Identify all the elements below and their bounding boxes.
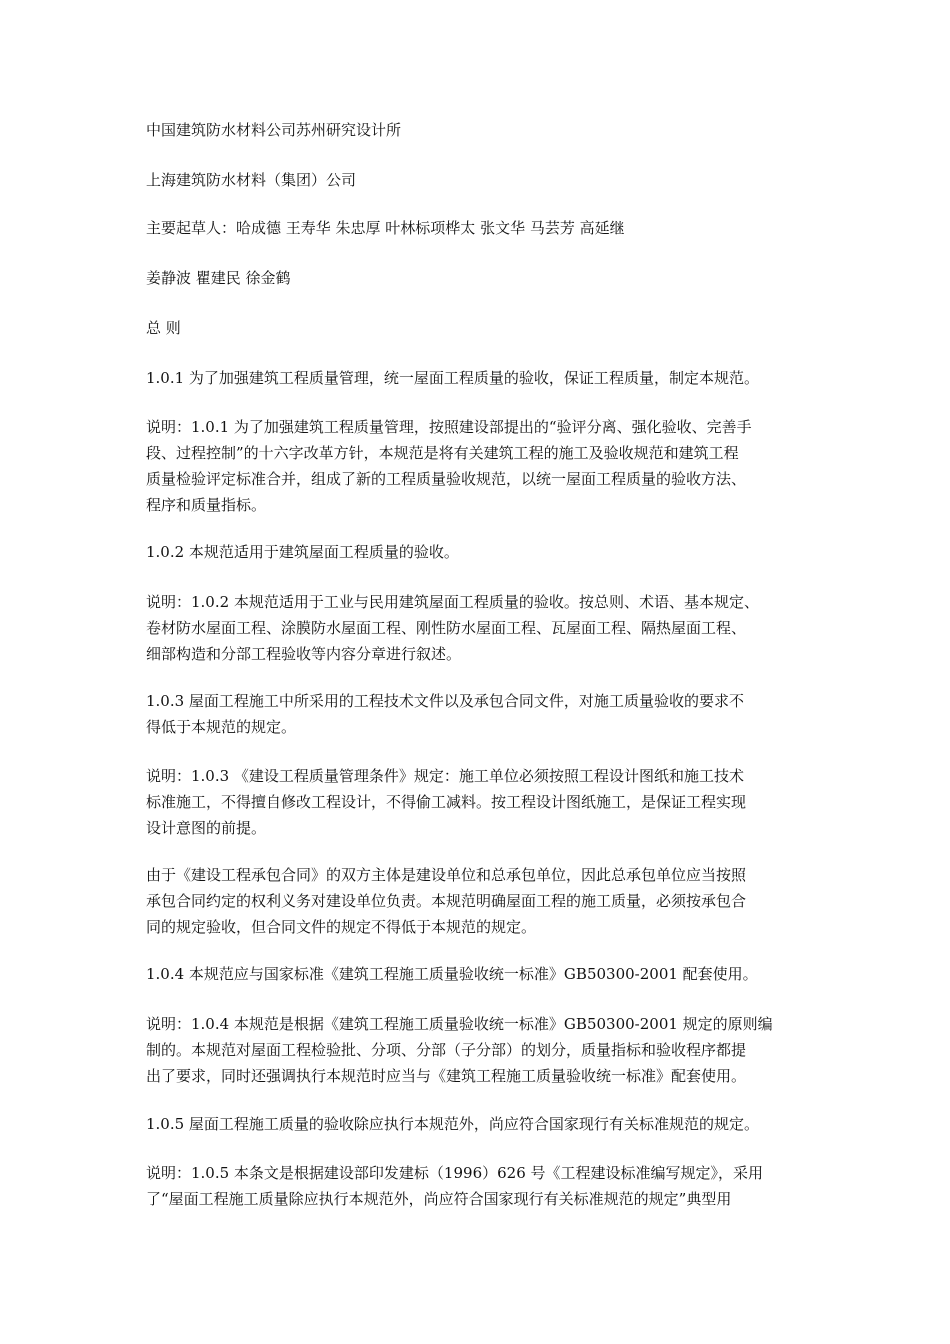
clause-1-0-2 xyxy=(146,539,810,565)
text-line: 出了要求，同时还强调执行本规范时应当与《建筑工程施工质量验收统一标准》配套使用。 xyxy=(146,1067,747,1085)
text-line: 中国建筑防水材料公司苏州研究设计所 xyxy=(146,121,402,139)
text-line: 说明：1.0.1 为了加强建筑工程质量管理，按照建设部提出的“验评分离、强化验收、完善手 xyxy=(146,418,752,436)
text-line: 说明：1.0.3 《建设工程质量管理条件》规定：施工单位必须按照工程设计图纸和施工技术 xyxy=(146,767,744,785)
text-line: 了“屋面工程施工质量除应执行本规范外，尚应符合国家现行有关标准规范的规定”典型用 xyxy=(146,1190,732,1208)
clause-1-0-1 xyxy=(146,365,810,391)
text-line: 说明：1.0.5 本条文是根据建设部印发建标（1996）626 号《工程建设标准编写规定》，采用 xyxy=(146,1164,764,1182)
text-line: 制的。本规范对屋面工程检验批、分项、分部（子分部）的划分，质量指标和验收程序都提 xyxy=(146,1041,747,1059)
text-line: 同的规定验收，但合同文件的规定不得低于本规范的规定。 xyxy=(146,918,537,936)
explanation-1-0-2 xyxy=(146,589,810,667)
clause-1-0-3 xyxy=(146,688,810,740)
text-line: 质量检验评定标准合并，组成了新的工程质量验收规范，以统一屋面工程质量的验收方法、 xyxy=(146,470,747,488)
text-line: 设计意图的前提。 xyxy=(146,819,267,837)
text-line: 1.0.3 屋面工程施工中所采用的工程技术文件以及承包合同文件，对施工质量验收的要求不 xyxy=(146,692,744,710)
clause-1-0-5 xyxy=(146,1111,810,1137)
paragraph-drafters-cont xyxy=(146,265,810,291)
text-line: 程序和质量指标。 xyxy=(146,496,267,514)
text-line: 总 则 xyxy=(146,319,181,337)
explanation-1-0-3 xyxy=(146,763,810,841)
paragraph-drafters xyxy=(146,215,810,241)
text-line: 上海建筑防水材料（集团）公司 xyxy=(146,171,357,189)
text-line: 说明：1.0.2 本规范适用于工业与民用建筑屋面工程质量的验收。按总则、术语、基本规定、 xyxy=(146,593,759,611)
text-line: 承包合同约定的权利义务对建设单位负责。本规范明确屋面工程的施工质量，必须按承包合 xyxy=(146,892,747,910)
explanation-1-0-1 xyxy=(146,414,810,518)
text-line: 卷材防水屋面工程、涂膜防水屋面工程、刚性防水屋面工程、瓦屋面工程、隔热屋面工程、 xyxy=(146,619,747,637)
explanation-1-0-5 xyxy=(146,1160,810,1212)
text-line: 细部构造和分部工程验收等内容分章进行叙述。 xyxy=(146,645,462,663)
text-line: 1.0.5 屋面工程施工质量的验收除应执行本规范外，尚应符合国家现行有关标准规范的规定。 xyxy=(146,1115,759,1133)
text-line: 主要起草人：哈成德 王寿华 朱忠厚 叶林标项桦太 张文华 马芸芳 高延继 xyxy=(146,219,625,237)
text-line: 1.0.1 为了加强建筑工程质量管理，统一屋面工程质量的验收，保证工程质量，制定本规范。 xyxy=(146,369,759,387)
paragraph-org-1 xyxy=(146,117,810,143)
explanation-1-0-3-cont xyxy=(146,862,810,940)
explanation-1-0-4 xyxy=(146,1011,810,1089)
paragraph-org-2 xyxy=(146,167,810,193)
section-heading xyxy=(146,315,810,341)
text-line: 说明：1.0.4 本规范是根据《建筑工程施工质量验收统一标准》GB50300-2001 规定的原则编 xyxy=(146,1015,773,1033)
text-line: 段、过程控制”的十六字改革方针，本规范是将有关建筑工程的施工及验收规范和建筑工程 xyxy=(146,444,739,462)
text-line: 1.0.4 本规范应与国家标准《建筑工程施工质量验收统一标准》GB50300-2001 配套使用。 xyxy=(146,965,758,983)
text-line: 1.0.2 本规范适用于建筑屋面工程质量的验收。 xyxy=(146,543,459,561)
text-line: 由于《建设工程承包合同》的双方主体是建设单位和总承包单位，因此总承包单位应当按照 xyxy=(146,866,747,884)
text-line: 得低于本规范的规定。 xyxy=(146,718,297,736)
text-line: 标准施工，不得擅自修改工程设计，不得偷工减料。按工程设计图纸施工，是保证工程实现 xyxy=(146,793,747,811)
text-line: 姜静波 瞿建民 徐金鹤 xyxy=(146,269,291,287)
clause-1-0-4 xyxy=(146,961,810,987)
